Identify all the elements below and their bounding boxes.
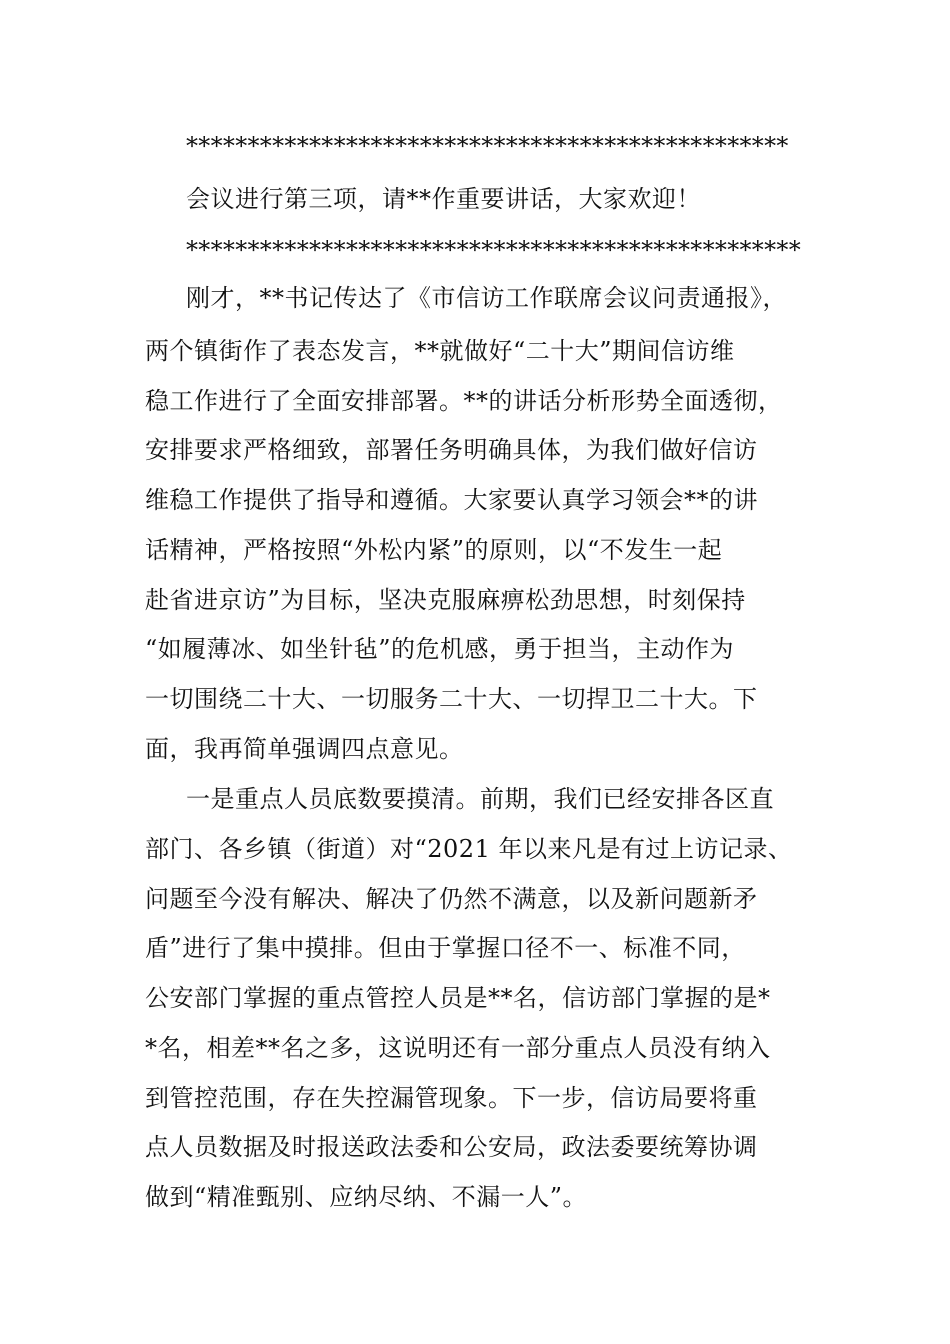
paragraph-line: 到管控范围，存在失控漏管现象。下一步，信访局要将重 <box>145 1084 758 1112</box>
paragraph-line: 一是重点人员底数要摸清。前期，我们已经安排各区直 <box>186 785 774 813</box>
paragraph-line: 两个镇街作了表态发言，**就做好“二十大”期间信访维 <box>145 337 735 365</box>
separator-line-top: ************************************************* <box>186 132 789 160</box>
paragraph-line: 话精神，严格按照“外松内紧”的原则，以“不发生一起 <box>145 536 723 564</box>
paragraph-line: 刚才，**书记传达了《市信访工作联席会议问责通报》， <box>186 284 787 312</box>
paragraph-line: 点人员数据及时报送政法委和公安局，政法委要统筹协调 <box>145 1133 758 1161</box>
paragraph-line: 部门、各乡镇（街道）对“2021 年以来凡是有过上访记录、 <box>145 835 793 863</box>
paragraph-line: *名，相差**名之多，这说明还有一部分重点人员没有纳入 <box>145 1034 771 1062</box>
paragraph-line: 安排要求严格细致，部署任务明确具体，为我们做好信访 <box>145 436 758 464</box>
paragraph-line: 一切围绕二十大、一切服务二十大、一切捍卫二十大。下 <box>145 685 758 713</box>
separator-line-bottom: ************************************************** <box>186 236 801 264</box>
paragraph-line: 稳工作进行了全面安排部署。**的讲话分析形势全面透彻， <box>145 387 783 415</box>
paragraph-line: 问题至今没有解决、解决了仍然不满意，以及新问题新矛 <box>145 885 758 913</box>
paragraph-line: 维稳工作提供了指导和遵循。大家要认真学习领会**的讲 <box>145 486 758 514</box>
paragraph-line: 赴省进京访”为目标，坚决克服麻痹松劲思想，时刻保持 <box>145 586 746 614</box>
announcement-line: 会议进行第三项，请**作重要讲话，大家欢迎！ <box>186 185 701 213</box>
paragraph-line: 做到“精准甄别、应纳尽纳、不漏一人”。 <box>145 1183 588 1211</box>
paragraph-line: 面，我再简单强调四点意见。 <box>145 735 464 763</box>
paragraph-line: “如履薄冰、如坐针毡”的危机感，勇于担当，主动作为 <box>145 635 735 663</box>
paragraph-line: 公安部门掌握的重点管控人员是**名，信访部门掌握的是* <box>145 984 771 1012</box>
paragraph-line: 盾”进行了集中摸排。但由于掌握口径不一、标准不同， <box>145 934 746 962</box>
